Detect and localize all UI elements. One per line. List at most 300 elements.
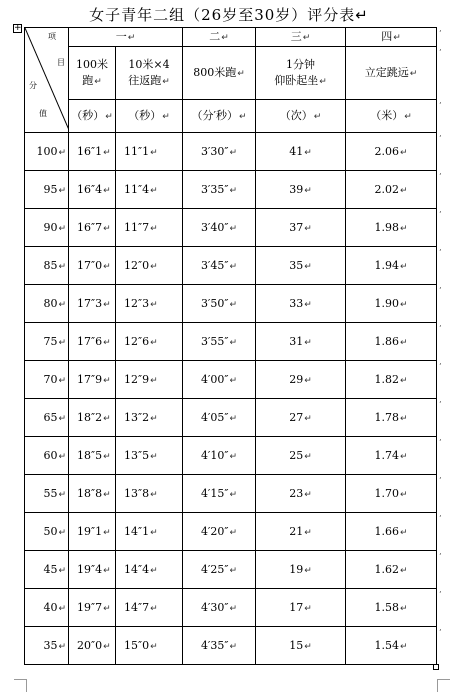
paragraph-mark-icon: ↵ bbox=[229, 528, 238, 538]
cell-value: 27 bbox=[289, 411, 304, 424]
cell-score bbox=[25, 323, 69, 361]
paragraph-mark-icon: ↵ bbox=[103, 376, 111, 386]
cell-jump bbox=[346, 247, 437, 285]
paragraph-mark-icon: ↵ bbox=[103, 490, 111, 500]
cell-situps bbox=[256, 323, 346, 361]
cell-situps bbox=[256, 627, 346, 665]
paragraph-mark-icon: ↵ bbox=[103, 452, 111, 462]
cell-value: 29 bbox=[289, 373, 304, 386]
corner-label-left: 分 bbox=[29, 81, 37, 90]
paragraph-mark-icon: ↵ bbox=[58, 642, 66, 652]
cell-800m bbox=[183, 209, 256, 247]
corner-label-mid: 目 bbox=[57, 58, 65, 67]
cell-100m bbox=[69, 171, 116, 209]
cell-shuttle bbox=[116, 209, 183, 247]
paragraph-mark-icon: ↵ bbox=[304, 300, 312, 310]
cell-jump bbox=[346, 323, 437, 361]
row-end-mark: ʼ bbox=[439, 210, 442, 219]
cell-value: 70 bbox=[43, 373, 58, 386]
table-row bbox=[25, 171, 437, 209]
cell-shuttle bbox=[116, 247, 183, 285]
paragraph-mark-icon: ↵ bbox=[229, 566, 238, 576]
cell-value: 39 bbox=[289, 183, 304, 196]
paragraph-mark-icon: ↵ bbox=[229, 642, 238, 652]
cell-value: 3′40″ bbox=[200, 221, 229, 234]
cell-value: 55 bbox=[43, 487, 58, 500]
paragraph-mark-icon: ↵ bbox=[150, 566, 158, 576]
group-header-2: 二↵ bbox=[183, 28, 256, 47]
cell-value: 37 bbox=[289, 221, 304, 234]
group-header-3: 三↵ bbox=[256, 28, 346, 47]
document-title bbox=[22, 4, 436, 26]
paragraph-mark-icon: ↵ bbox=[150, 148, 158, 158]
paragraph-mark-icon: ↵ bbox=[150, 490, 158, 500]
paragraph-mark-icon: ↵ bbox=[229, 452, 238, 462]
paragraph-mark-icon: ↵ bbox=[399, 414, 408, 424]
paragraph-mark-icon: ↵ bbox=[58, 338, 66, 348]
corner-label-bottom: 值 bbox=[39, 109, 47, 118]
cell-shuttle bbox=[116, 589, 183, 627]
cell-jump bbox=[346, 437, 437, 475]
cell-value: 19 bbox=[289, 563, 304, 576]
table-row bbox=[25, 133, 437, 171]
diagonal-header-cell bbox=[25, 28, 69, 133]
paragraph-mark-icon: ↵ bbox=[58, 528, 66, 538]
paragraph-mark-icon: ↵ bbox=[229, 148, 238, 158]
cell-value: 15″0 bbox=[124, 639, 150, 652]
paragraph-mark-icon: ↵ bbox=[150, 262, 158, 272]
score-table bbox=[24, 27, 437, 665]
cell-value: 95 bbox=[43, 183, 58, 196]
paragraph-mark-icon: ↵ bbox=[304, 338, 312, 348]
cell-value: 12″9 bbox=[124, 373, 150, 386]
paragraph-mark-icon: ↵ bbox=[150, 452, 158, 462]
cell-jump bbox=[346, 627, 437, 665]
paragraph-mark-icon: ↵ bbox=[355, 6, 369, 24]
cell-value: 18″2 bbox=[77, 411, 103, 424]
cell-shuttle bbox=[116, 513, 183, 551]
cell-value: 12″3 bbox=[124, 297, 150, 310]
table-row bbox=[25, 399, 437, 437]
cell-100m bbox=[69, 209, 116, 247]
cell-shuttle bbox=[116, 475, 183, 513]
cell-value: 2.06 bbox=[374, 145, 399, 158]
table-row bbox=[25, 437, 437, 475]
cell-value: 4′25″ bbox=[200, 563, 229, 576]
row-end-mark: ʼ bbox=[439, 514, 442, 523]
cell-shuttle bbox=[116, 551, 183, 589]
paragraph-mark-icon: ↵ bbox=[399, 490, 408, 500]
paragraph-mark-icon: ↵ bbox=[304, 642, 312, 652]
cell-situps bbox=[256, 513, 346, 551]
paragraph-mark-icon: ↵ bbox=[150, 376, 158, 386]
cell-value: 75 bbox=[43, 335, 58, 348]
cell-value: 12″6 bbox=[124, 335, 150, 348]
cell-value: 20″0 bbox=[77, 639, 103, 652]
cell-value: 1.66 bbox=[374, 525, 399, 538]
paragraph-mark-icon: ↵ bbox=[58, 566, 66, 576]
paragraph-mark-icon: ↵ bbox=[304, 604, 312, 614]
cell-value: 1.82 bbox=[374, 373, 399, 386]
cell-shuttle bbox=[116, 361, 183, 399]
cell-value: 17″0 bbox=[77, 259, 103, 272]
paragraph-mark-icon: ↵ bbox=[304, 186, 312, 196]
cell-value: 4′30″ bbox=[200, 601, 229, 614]
cell-situps bbox=[256, 171, 346, 209]
paragraph-mark-icon: ↵ bbox=[103, 642, 111, 652]
cell-score bbox=[25, 133, 69, 171]
cell-situps bbox=[256, 399, 346, 437]
cell-shuttle bbox=[116, 437, 183, 475]
row-end-mark: ʼ bbox=[439, 400, 442, 409]
cell-value: 31 bbox=[289, 335, 304, 348]
cell-value: 1.94 bbox=[374, 259, 399, 272]
cell-score bbox=[25, 589, 69, 627]
cell-value: 85 bbox=[43, 259, 58, 272]
cell-value: 3′30″ bbox=[200, 145, 229, 158]
corner-label-top: 项 bbox=[48, 32, 56, 41]
paragraph-mark-icon: ↵ bbox=[58, 262, 66, 272]
cell-score bbox=[25, 285, 69, 323]
cell-value: 35 bbox=[289, 259, 304, 272]
cell-value: 14″1 bbox=[124, 525, 150, 538]
crop-mark-bottom-right bbox=[437, 679, 450, 692]
cell-value: 40 bbox=[43, 601, 58, 614]
row-end-mark: ʼ bbox=[439, 29, 442, 38]
paragraph-mark-icon: ↵ bbox=[58, 414, 66, 424]
cell-value: 1.78 bbox=[374, 411, 399, 424]
paragraph-mark-icon: ↵ bbox=[399, 376, 408, 386]
cell-value: 17 bbox=[289, 601, 304, 614]
cell-value: 18″5 bbox=[77, 449, 103, 462]
paragraph-mark-icon: ↵ bbox=[304, 490, 312, 500]
cell-value: 41 bbox=[289, 145, 304, 158]
row-end-mark: ʼ bbox=[439, 552, 442, 561]
cell-value: 35 bbox=[43, 639, 58, 652]
paragraph-mark-icon: ↵ bbox=[103, 604, 111, 614]
cell-800m bbox=[183, 627, 256, 665]
cell-shuttle bbox=[116, 399, 183, 437]
cell-value: 13″5 bbox=[124, 449, 150, 462]
cell-value: 45 bbox=[43, 563, 58, 576]
cell-value: 16″4 bbox=[77, 183, 103, 196]
cell-800m bbox=[183, 513, 256, 551]
paragraph-mark-icon: ↵ bbox=[229, 262, 238, 272]
cell-value: 15 bbox=[289, 639, 304, 652]
paragraph-mark-icon: ↵ bbox=[150, 642, 158, 652]
paragraph-mark-icon: ↵ bbox=[58, 452, 66, 462]
cell-800m bbox=[183, 437, 256, 475]
unit-800m: （分′秒）↵ bbox=[183, 100, 256, 133]
cell-value: 1.70 bbox=[374, 487, 399, 500]
paragraph-mark-icon: ↵ bbox=[399, 642, 408, 652]
cell-value: 19″7 bbox=[77, 601, 103, 614]
cell-value: 16″7 bbox=[77, 221, 103, 234]
cell-value: 11″7 bbox=[124, 221, 150, 234]
cell-score bbox=[25, 399, 69, 437]
table-row bbox=[25, 513, 437, 551]
cell-value: 13″8 bbox=[124, 487, 150, 500]
cell-score bbox=[25, 209, 69, 247]
paragraph-mark-icon: ↵ bbox=[229, 224, 238, 234]
table-row bbox=[25, 627, 437, 665]
cell-value: 4′05″ bbox=[200, 411, 229, 424]
cell-value: 4′15″ bbox=[200, 487, 229, 500]
cell-100m bbox=[69, 323, 116, 361]
paragraph-mark-icon: ↵ bbox=[103, 186, 111, 196]
paragraph-mark-icon: ↵ bbox=[304, 376, 312, 386]
cell-800m bbox=[183, 133, 256, 171]
cell-100m bbox=[69, 475, 116, 513]
unit-shuttle: （秒）↵ bbox=[116, 100, 183, 133]
group-header-4: 四↵ bbox=[346, 28, 437, 47]
cell-value: 65 bbox=[43, 411, 58, 424]
cell-value: 25 bbox=[289, 449, 304, 462]
unit-situps: （次）↵ bbox=[256, 100, 346, 133]
cell-situps bbox=[256, 209, 346, 247]
paragraph-mark-icon: ↵ bbox=[399, 604, 408, 614]
cell-value: 90 bbox=[43, 221, 58, 234]
paragraph-mark-icon: ↵ bbox=[103, 300, 111, 310]
paragraph-mark-icon: ↵ bbox=[58, 376, 66, 386]
cell-value: 3′55″ bbox=[200, 335, 229, 348]
paragraph-mark-icon: ↵ bbox=[399, 148, 408, 158]
paragraph-mark-icon: ↵ bbox=[229, 338, 238, 348]
cell-100m bbox=[69, 437, 116, 475]
row-end-mark: ʼ bbox=[439, 48, 442, 57]
table-row bbox=[25, 247, 437, 285]
cell-situps bbox=[256, 475, 346, 513]
paragraph-mark-icon: ↵ bbox=[304, 148, 312, 158]
table-row bbox=[25, 361, 437, 399]
table-resize-handle[interactable] bbox=[433, 664, 439, 670]
paragraph-mark-icon: ↵ bbox=[399, 224, 408, 234]
cell-value: 1.58 bbox=[374, 601, 399, 614]
cell-shuttle bbox=[116, 133, 183, 171]
row-end-mark: ʼ bbox=[439, 628, 442, 637]
cell-800m bbox=[183, 285, 256, 323]
cell-value: 11″1 bbox=[124, 145, 150, 158]
cell-value: 1.90 bbox=[374, 297, 399, 310]
cell-situps bbox=[256, 361, 346, 399]
row-end-mark: ʼ bbox=[439, 134, 442, 143]
cell-score bbox=[25, 513, 69, 551]
cell-100m bbox=[69, 551, 116, 589]
cell-value: 17″9 bbox=[77, 373, 103, 386]
cell-value: 19″1 bbox=[77, 525, 103, 538]
cell-score bbox=[25, 475, 69, 513]
paragraph-mark-icon: ↵ bbox=[229, 186, 238, 196]
cell-situps bbox=[256, 551, 346, 589]
paragraph-mark-icon: ↵ bbox=[150, 186, 158, 196]
table-row bbox=[25, 551, 437, 589]
cell-value: 3′35″ bbox=[200, 183, 229, 196]
cell-value: 1.62 bbox=[374, 563, 399, 576]
paragraph-mark-icon: ↵ bbox=[150, 300, 158, 310]
cell-situps bbox=[256, 247, 346, 285]
cell-jump bbox=[346, 513, 437, 551]
paragraph-mark-icon: ↵ bbox=[150, 224, 158, 234]
cell-value: 60 bbox=[43, 449, 58, 462]
paragraph-mark-icon: ↵ bbox=[58, 490, 66, 500]
cell-score bbox=[25, 171, 69, 209]
cell-100m bbox=[69, 247, 116, 285]
cell-value: 16″1 bbox=[77, 145, 103, 158]
paragraph-mark-icon: ↵ bbox=[229, 300, 238, 310]
paragraph-mark-icon: ↵ bbox=[103, 566, 111, 576]
paragraph-mark-icon: ↵ bbox=[304, 262, 312, 272]
cell-100m bbox=[69, 399, 116, 437]
cell-jump bbox=[346, 551, 437, 589]
cell-value: 13″2 bbox=[124, 411, 150, 424]
paragraph-mark-icon: ↵ bbox=[304, 414, 312, 424]
row-end-mark: ʼ bbox=[439, 101, 442, 110]
cell-100m bbox=[69, 361, 116, 399]
cell-800m bbox=[183, 399, 256, 437]
row-end-mark: ʼ bbox=[439, 248, 442, 257]
paragraph-mark-icon: ↵ bbox=[58, 604, 66, 614]
cell-score bbox=[25, 247, 69, 285]
cell-jump bbox=[346, 399, 437, 437]
paragraph-mark-icon: ↵ bbox=[304, 528, 312, 538]
cell-situps bbox=[256, 589, 346, 627]
cell-value: 80 bbox=[43, 297, 58, 310]
cell-value: 1.54 bbox=[374, 639, 399, 652]
cell-jump bbox=[346, 475, 437, 513]
paragraph-mark-icon: ↵ bbox=[229, 414, 238, 424]
paragraph-mark-icon: ↵ bbox=[399, 566, 408, 576]
cell-shuttle bbox=[116, 627, 183, 665]
paragraph-mark-icon: ↵ bbox=[229, 376, 238, 386]
cell-800m bbox=[183, 551, 256, 589]
row-end-mark: ʼ bbox=[439, 324, 442, 333]
cell-value: 21 bbox=[289, 525, 304, 538]
item-header-shuttle: 10米×4 往返跑↵ bbox=[116, 47, 183, 100]
paragraph-mark-icon: ↵ bbox=[58, 186, 66, 196]
cell-shuttle bbox=[116, 323, 183, 361]
unit-jump: （米）↵ bbox=[346, 100, 437, 133]
paragraph-mark-icon: ↵ bbox=[150, 604, 158, 614]
paragraph-mark-icon: ↵ bbox=[103, 224, 111, 234]
table-row bbox=[25, 589, 437, 627]
cell-value: 19″4 bbox=[77, 563, 103, 576]
cell-value: 17″6 bbox=[77, 335, 103, 348]
cell-100m bbox=[69, 285, 116, 323]
cell-value: 4′00″ bbox=[200, 373, 229, 386]
cell-800m bbox=[183, 323, 256, 361]
cell-shuttle bbox=[116, 285, 183, 323]
row-end-mark: ʼ bbox=[439, 438, 442, 447]
cell-value: 100 bbox=[36, 145, 58, 158]
cell-value: 11″4 bbox=[124, 183, 150, 196]
paragraph-mark-icon: ↵ bbox=[150, 528, 158, 538]
table-row bbox=[25, 323, 437, 361]
paragraph-mark-icon: ↵ bbox=[58, 300, 66, 310]
unit-100m: （秒）↵ bbox=[69, 100, 116, 133]
paragraph-mark-icon: ↵ bbox=[103, 148, 111, 158]
item-header-800m: 800米跑↵ bbox=[183, 47, 256, 100]
paragraph-mark-icon: ↵ bbox=[399, 528, 408, 538]
paragraph-mark-icon: ↵ bbox=[103, 338, 111, 348]
cell-value: 33 bbox=[289, 297, 304, 310]
diagonal-line bbox=[25, 28, 69, 130]
cell-800m bbox=[183, 361, 256, 399]
cell-value: 4′10″ bbox=[200, 449, 229, 462]
cell-value: 17″3 bbox=[77, 297, 103, 310]
move-handle-icon[interactable]: + bbox=[14, 23, 22, 33]
cell-situps bbox=[256, 133, 346, 171]
paragraph-mark-icon: ↵ bbox=[399, 338, 408, 348]
cell-jump bbox=[346, 171, 437, 209]
cell-value: 1.86 bbox=[374, 335, 399, 348]
paragraph-mark-icon: ↵ bbox=[229, 490, 238, 500]
cell-score bbox=[25, 627, 69, 665]
paragraph-mark-icon: ↵ bbox=[304, 566, 312, 576]
paragraph-mark-icon: ↵ bbox=[150, 338, 158, 348]
paragraph-mark-icon: ↵ bbox=[399, 452, 408, 462]
paragraph-mark-icon: ↵ bbox=[304, 224, 312, 234]
cell-value: 14″7 bbox=[124, 601, 150, 614]
row-end-mark: ʼ bbox=[439, 476, 442, 485]
cell-100m bbox=[69, 627, 116, 665]
cell-score bbox=[25, 437, 69, 475]
paragraph-mark-icon: ↵ bbox=[399, 300, 408, 310]
paragraph-mark-icon: ↵ bbox=[58, 148, 66, 158]
cell-score bbox=[25, 551, 69, 589]
cell-100m bbox=[69, 513, 116, 551]
cell-score bbox=[25, 361, 69, 399]
row-end-mark: ʼ bbox=[439, 362, 442, 371]
cell-800m bbox=[183, 247, 256, 285]
paragraph-mark-icon: ↵ bbox=[103, 414, 111, 424]
table-row bbox=[25, 209, 437, 247]
cell-100m bbox=[69, 589, 116, 627]
table-row bbox=[25, 475, 437, 513]
cell-jump bbox=[346, 361, 437, 399]
cell-value: 1.98 bbox=[374, 221, 399, 234]
cell-100m bbox=[69, 133, 116, 171]
cell-jump bbox=[346, 209, 437, 247]
cell-value: 4′35″ bbox=[200, 639, 229, 652]
cell-value: 23 bbox=[289, 487, 304, 500]
paragraph-mark-icon: ↵ bbox=[103, 528, 111, 538]
cell-value: 2.02 bbox=[374, 183, 399, 196]
cell-value: 3′45″ bbox=[200, 259, 229, 272]
row-end-mark: ʼ bbox=[439, 286, 442, 295]
item-header-situps: 1分钟 仰卧起坐↵ bbox=[256, 47, 346, 100]
group-header-1: 一↵ bbox=[69, 28, 183, 47]
table-row bbox=[25, 285, 437, 323]
paragraph-mark-icon: ↵ bbox=[103, 262, 111, 272]
paragraph-mark-icon: ↵ bbox=[304, 452, 312, 462]
cell-value: 14″4 bbox=[124, 563, 150, 576]
paragraph-mark-icon: ↵ bbox=[58, 224, 66, 234]
cell-value: 12″0 bbox=[124, 259, 150, 272]
cell-situps bbox=[256, 285, 346, 323]
cell-situps bbox=[256, 437, 346, 475]
cell-value: 50 bbox=[43, 525, 58, 538]
cell-800m bbox=[183, 171, 256, 209]
crop-mark-bottom-left bbox=[14, 679, 27, 692]
paragraph-mark-icon: ↵ bbox=[399, 186, 408, 196]
score-table-body bbox=[25, 133, 437, 665]
item-header-jump: 立定跳远↵ bbox=[346, 47, 437, 100]
cell-800m bbox=[183, 589, 256, 627]
cell-jump bbox=[346, 589, 437, 627]
paragraph-mark-icon: ↵ bbox=[229, 604, 238, 614]
paragraph-mark-icon: ↵ bbox=[399, 262, 408, 272]
cell-value: 4′20″ bbox=[200, 525, 229, 538]
